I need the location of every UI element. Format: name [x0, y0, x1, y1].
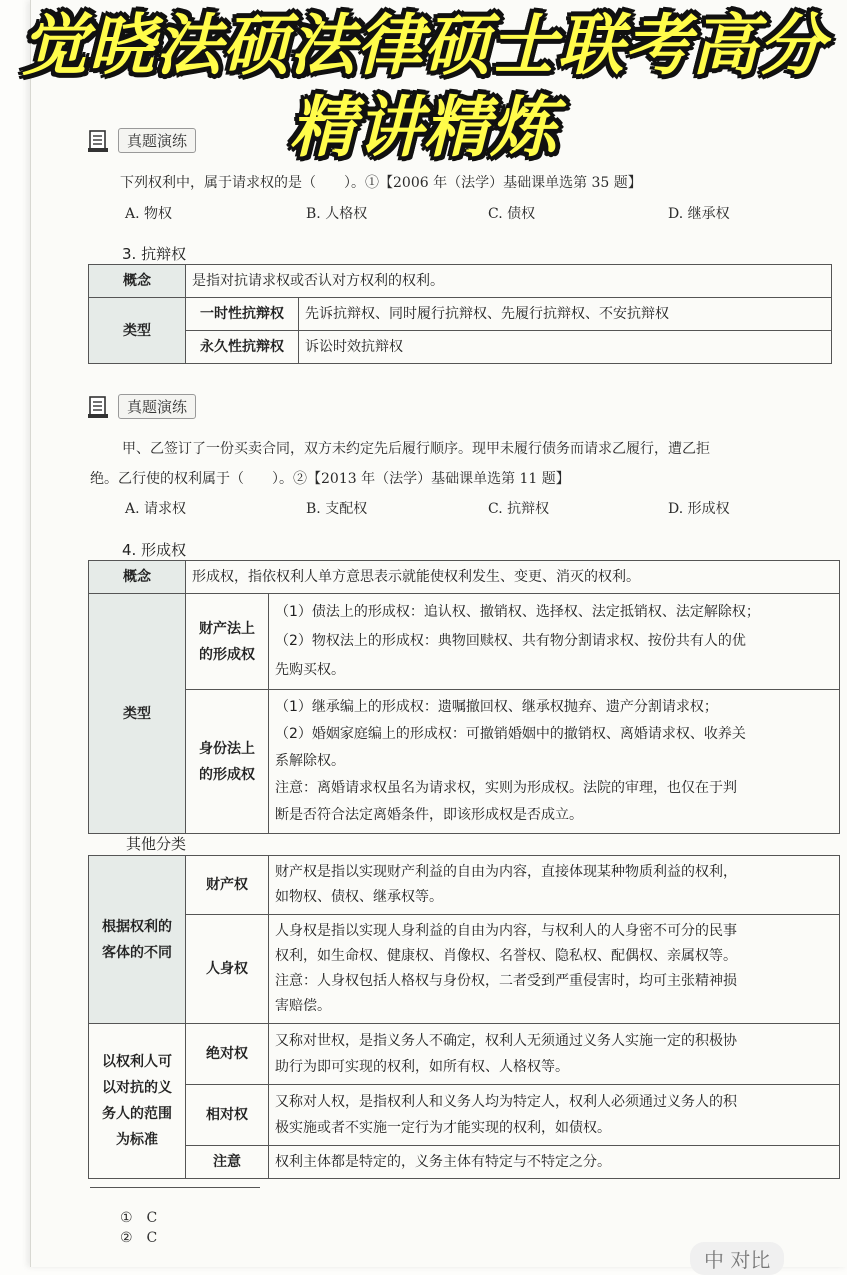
label-line: 为标准	[116, 1132, 158, 1148]
label-line: 务人的范围	[102, 1106, 172, 1122]
label-line: 以对抗的义	[102, 1080, 172, 1096]
text-line: 又称对世权，是指义务人不确定，权利人无须通过义务人实施一定的积极协	[275, 1033, 737, 1049]
text-line: （2）物权法上的形成权：典物回赎权、共有物分割请求权、按份共有人的优	[275, 633, 746, 649]
property-right-label: 财产权	[186, 856, 269, 915]
text-line: 人身权是指以实现人身利益的自由为内容，与权利人的人身密不可分的民事	[275, 923, 737, 939]
property-formation-text	[269, 594, 840, 690]
concept-label: 概念	[89, 561, 186, 594]
section-title-other: 其他分类	[126, 835, 187, 853]
text-line: 如物权、债权、继承权等。	[275, 889, 443, 905]
text-line: 断是否符合法定离婚条件，即该形成权是否成立。	[275, 807, 583, 823]
option-c: C. 债权	[488, 206, 536, 222]
defense-right-table	[88, 264, 832, 364]
type-name: 一时性抗辩权	[186, 298, 299, 331]
compare-watermark: 中 对比	[690, 1242, 784, 1275]
practice-tag-label: 真题演练	[118, 128, 196, 153]
type-label: 类型	[89, 594, 186, 834]
relative-right-label: 相对权	[186, 1085, 269, 1146]
relative-right-text	[269, 1085, 840, 1146]
note-text: 权利主体都是特定的，义务主体有特定与不特定之分。	[269, 1146, 840, 1179]
text-line: （1）继承编上的形成权：遗嘱撤回权、继承权抛弃、遗产分割请求权；	[275, 699, 718, 715]
type-text: 诉讼时效抗辩权	[299, 331, 832, 364]
question-1: 下列权利中，属于请求权的是（ ）。①【2006 年（法学）基础课单选第 35 题】	[120, 175, 642, 191]
practice-tag-label: 真题演练	[118, 394, 196, 419]
text-line: 注意：离婚请求权虽名为请求权，实则为形成权。法院的审理，也仅在于判	[275, 780, 737, 796]
text-line: 注意：人身权包括人格权与身份权，二者受到严重侵害时，均可主张精神损	[275, 973, 737, 989]
formation-right-table	[88, 560, 840, 834]
text-line: 先购买权。	[275, 662, 345, 678]
concept-label: 概念	[89, 265, 186, 298]
type-text: 先诉抗辩权、同时履行抗辩权、先履行抗辩权、不安抗辩权	[299, 298, 832, 331]
footnote-1: ① C	[120, 1210, 158, 1226]
label-line: 的形成权	[199, 646, 255, 663]
practice-tag-2	[88, 394, 196, 419]
document-icon	[88, 395, 110, 419]
text-line: （2）婚姻家庭编上的形成权：可撤销婚姻中的撤销权、离婚请求权、收养关	[275, 726, 746, 742]
concept-text: 是指对抗请求权或否认对方权利的权利。	[186, 265, 832, 298]
section-title-defense-right: 3. 抗辩权	[122, 245, 187, 263]
option-a: A. 请求权	[125, 501, 187, 517]
option-b: B. 人格权	[306, 206, 368, 222]
option-c: C. 抗辩权	[488, 501, 550, 517]
obligor-group-label	[89, 1024, 186, 1179]
label-line: 的形成权	[199, 766, 255, 783]
label-line: 客体的不同	[102, 944, 172, 961]
section-title-formation-right: 4. 形成权	[122, 541, 187, 559]
note-label: 注意	[186, 1146, 269, 1179]
option-a: A. 物权	[125, 206, 173, 222]
concept-text: 形成权，指依权利人单方意思表示就能使权利发生、变更、消灭的权利。	[186, 561, 840, 594]
banner-line-1: 觉晓法硕法律硕士联考高分	[21, 7, 826, 84]
status-formation-text	[269, 690, 840, 834]
question-2-line-1: 甲、乙签订了一份买卖合同，双方未约定先后履行顺序。现甲未履行债务而请求乙履行，遭乙拒	[122, 441, 710, 457]
label-line: 身份法上	[199, 740, 255, 757]
type-label: 类型	[89, 298, 186, 364]
label-line: 以权利人可	[102, 1054, 172, 1070]
type-name: 永久性抗辩权	[186, 331, 299, 364]
property-formation-label	[186, 594, 269, 690]
personal-right-text	[269, 915, 840, 1024]
banner-line-2: 精讲精炼	[289, 89, 558, 166]
question-2-line-2: 绝。乙行使的权利属于（ ）。②【2013 年（法学）基础课单选第 11 题】	[90, 471, 570, 487]
option-d: D. 继承权	[668, 206, 730, 222]
label-line: 根据权利的	[102, 918, 172, 935]
footnote-divider	[90, 1187, 260, 1188]
text-line: 又称对人权，是指权利人和义务人均为特定人，权利人必须通过义务人的积	[275, 1094, 737, 1110]
option-b: B. 支配权	[306, 501, 368, 517]
label-line: 财产法上	[199, 620, 255, 637]
text-line: 财产权是指以实现财产利益的自由为内容，直接体现某种物质利益的权利，	[275, 864, 737, 880]
text-line: （1）债法上的形成权：追认权、撤销权、选择权、法定抵销权、法定解除权；	[275, 604, 760, 620]
text-line: 系解除权。	[275, 753, 345, 769]
absolute-right-text	[269, 1024, 840, 1085]
option-d: D. 形成权	[668, 501, 730, 517]
text-line: 权利，如生命权、健康权、肖像权、名誉权、隐私权、配偶权、亲属权等。	[275, 948, 737, 964]
object-group-label	[89, 856, 186, 1024]
text-line: 助行为即可实现的权利，如所有权、人格权等。	[275, 1059, 569, 1075]
text-line: 极实施或者不实施一定行为才能实现的权利，如债权。	[275, 1120, 611, 1136]
other-classification-table	[88, 855, 840, 1179]
personal-right-label: 人身权	[186, 915, 269, 1024]
absolute-right-label: 绝对权	[186, 1024, 269, 1085]
footnote-2: ② C	[120, 1230, 158, 1246]
property-right-text	[269, 856, 840, 915]
text-line: 害赔偿。	[275, 998, 331, 1014]
title-banner	[0, 4, 847, 168]
status-formation-label	[186, 690, 269, 834]
